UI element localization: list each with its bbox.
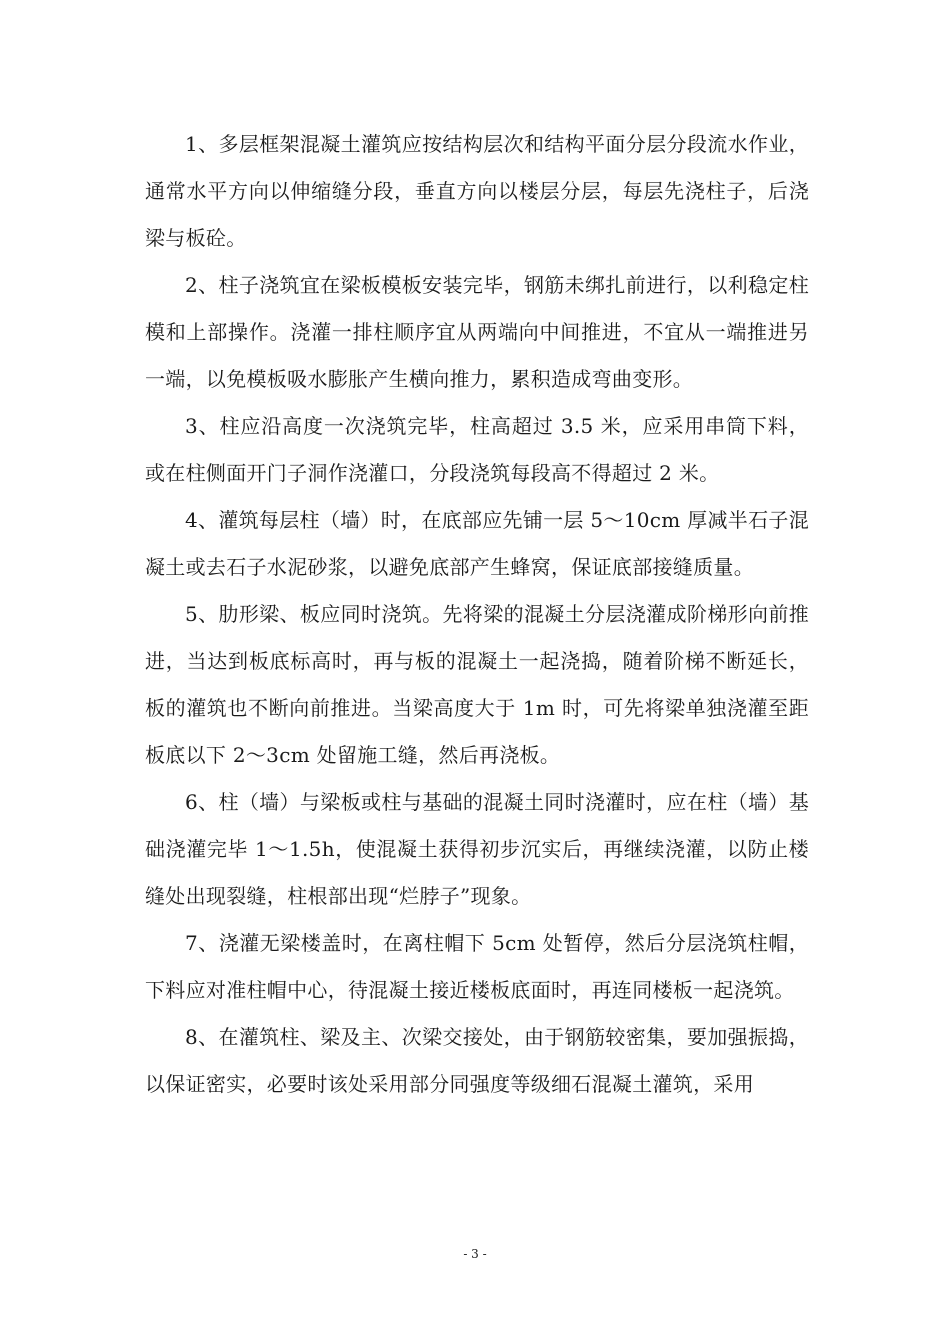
- paragraph-1: 1、多层框架混凝土灌筑应按结构层次和结构平面分层分段流水作业，通常水平方向以伸缩缝分段，垂直方向以楼层分层，每层先浇柱子，后浇梁与板砼。: [145, 132, 809, 250]
- paragraph-5: 5、肋形梁、板应同时浇筑。先将梁的混凝土分层浇灌成阶梯形向前推进，当达到板底标高时，再与板的混凝土一起浇捣，随着阶梯不断延长，板的灌筑也不断向前推进。当梁高度大于 1m 时，可先将梁单独浇灌至距板底以下 2～3cm 处留施工缝，然后再浇板。: [145, 602, 809, 767]
- paragraph-3: 3、柱应沿高度一次浇筑完毕，柱高超过 3.5 米，应采用串筒下料，或在柱侧面开门子洞作浇灌口，分段浇筑每段高不得超过 2 米。: [145, 414, 809, 485]
- page-number: - 3 -: [463, 1247, 487, 1261]
- paragraph-8: 8、在灌筑柱、梁及主、次梁交接处，由于钢筋较密集，要加强振捣，以保证密实，必要时该处采用部分同强度等级细石混凝土灌筑，采用: [145, 1025, 809, 1096]
- paragraph-4: 4、灌筑每层柱（墙）时，在底部应先铺一层 5～10cm 厚减半石子混凝土或去石子水泥砂浆，以避免底部产生蜂窝，保证底部接缝质量。: [145, 508, 809, 579]
- paragraph-7: 7、浇灌无梁楼盖时，在离柱帽下 5cm 处暂停，然后分层浇筑柱帽，下料应对准柱帽中心，待混凝土接近楼板底面时，再连同楼板一起浇筑。: [145, 931, 809, 1002]
- document-body: [145, 121, 809, 1108]
- paragraph-2: 2、柱子浇筑宜在梁板模板安装完毕，钢筋未绑扎前进行，以利稳定柱模和上部操作。浇灌一排柱顺序宜从两端向中间推进，不宜从一端推进另一端，以免模板吸水膨胀产生横向推力，累积造成弯曲变形。: [145, 273, 809, 391]
- paragraph-6: 6、柱（墙）与梁板或柱与基础的混凝土同时浇灌时，应在柱（墙）基础浇灌完毕 1～1.5h，使混凝土获得初步沉实后，再继续浇灌，以防止楼缝处出现裂缝，柱根部出现“烂脖子”现象。: [145, 790, 809, 908]
